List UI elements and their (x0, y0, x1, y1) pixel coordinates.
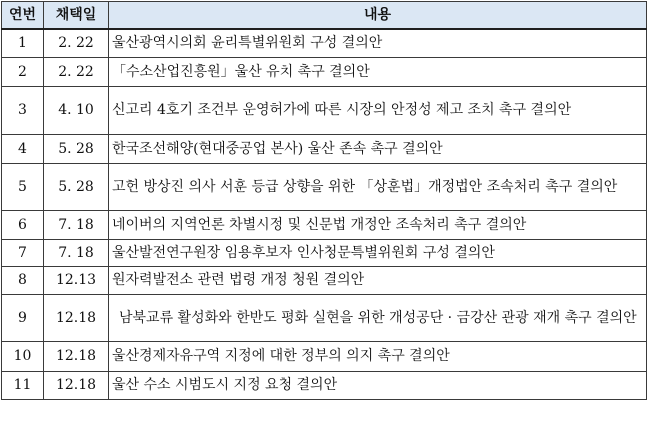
row-no: 8 (2, 267, 44, 295)
row-date: 2. 22 (44, 58, 109, 87)
row-date: 4. 10 (44, 87, 109, 135)
table-row (2, 164, 647, 211)
table-row (2, 372, 647, 400)
row-no: 7 (2, 240, 44, 267)
row-no: 3 (2, 87, 44, 135)
row-date: 7. 18 (44, 240, 109, 267)
resolutions-table (1, 1, 647, 400)
table-row (2, 135, 647, 164)
header-row (2, 2, 647, 30)
row-no: 4 (2, 135, 44, 164)
table-row (2, 29, 647, 58)
row-no: 9 (2, 295, 44, 342)
row-no: 2 (2, 58, 44, 87)
row-date: 12.18 (44, 372, 109, 400)
table-row (2, 58, 647, 87)
table-row (2, 240, 647, 267)
header-no: 연번 (2, 2, 44, 30)
row-date: 7. 18 (44, 211, 109, 240)
row-content: 고헌 방상진 의사 서훈 등급 상향을 위한 「상훈법」개정법안 조속처리 촉구 결의안 (109, 164, 647, 211)
row-date: 12.13 (44, 267, 109, 295)
row-content: 남북교류 활성화와 한반도 평화 실현을 위한 개성공단 · 금강산 관광 재개 촉구 결의안 (109, 295, 647, 342)
row-content: 네이버의 지역언론 차별시정 및 신문법 개정안 조속처리 촉구 결의안 (109, 211, 647, 240)
row-no: 11 (2, 372, 44, 400)
row-date: 12.18 (44, 295, 109, 342)
row-content: 한국조선해양(현대중공업 본사) 울산 존속 촉구 결의안 (109, 135, 647, 164)
row-content: 울산 수소 시범도시 지정 요청 결의안 (109, 372, 647, 400)
table-row (2, 342, 647, 372)
row-no: 10 (2, 342, 44, 372)
row-content: 울산경제자유구역 지정에 대한 정부의 의지 촉구 결의안 (109, 342, 647, 372)
table-row (2, 267, 647, 295)
row-date: 2. 22 (44, 29, 109, 58)
row-content: 「수소산업진흥원」울산 유치 촉구 결의안 (109, 58, 647, 87)
row-no: 5 (2, 164, 44, 211)
row-date: 5. 28 (44, 164, 109, 211)
row-content: 신고리 4호기 조건부 운영허가에 따른 시장의 안정성 제고 조치 촉구 결의안 (109, 87, 647, 135)
table-row (2, 211, 647, 240)
row-date: 5. 28 (44, 135, 109, 164)
table-row (2, 295, 647, 342)
row-content: 울산발전연구원장 임용후보자 인사청문특별위원회 구성 결의안 (109, 240, 647, 267)
header-content: 내용 (109, 2, 647, 30)
row-no: 1 (2, 29, 44, 58)
header-date: 채택일 (44, 2, 109, 30)
row-content: 원자력발전소 관련 법령 개정 청원 결의안 (109, 267, 647, 295)
table-row (2, 87, 647, 135)
row-date: 12.18 (44, 342, 109, 372)
row-content: 울산광역시의회 윤리특별위원회 구성 결의안 (109, 29, 647, 58)
row-no: 6 (2, 211, 44, 240)
